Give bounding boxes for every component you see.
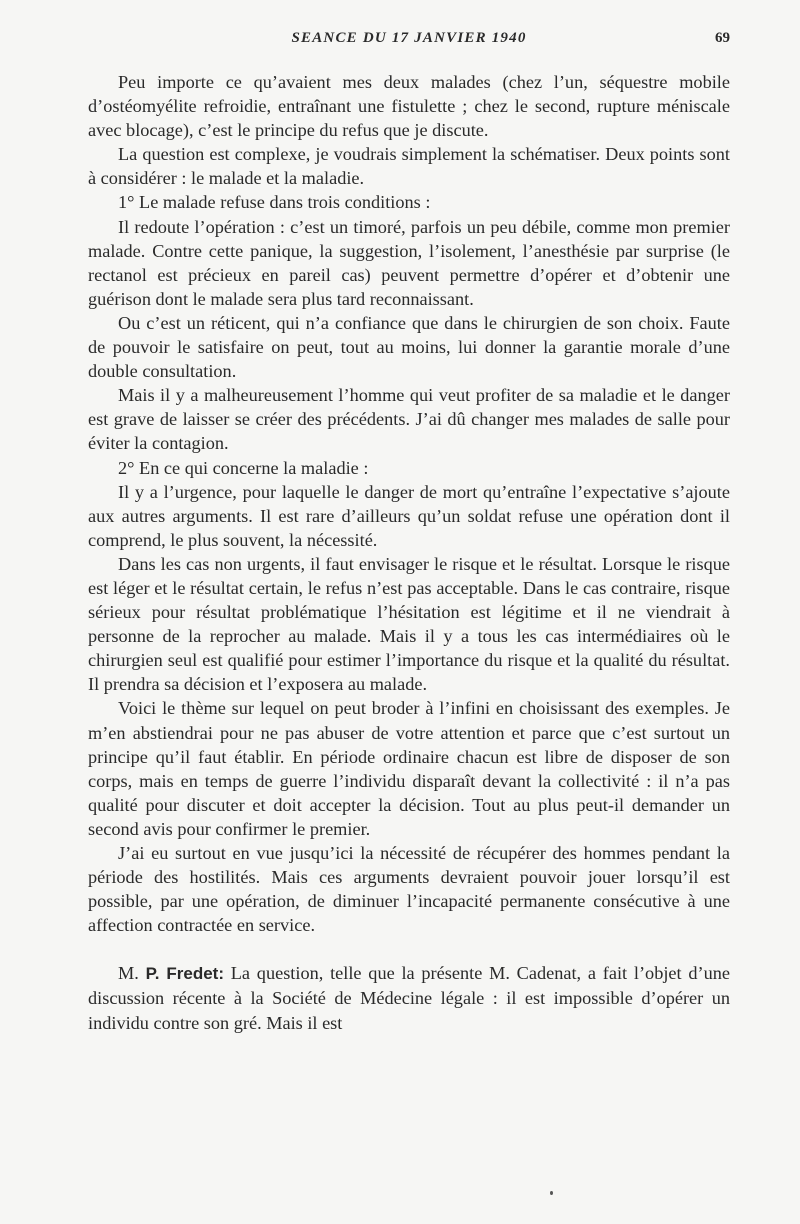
- closing-paragraph: [88, 961, 730, 1034]
- paragraph: 2° En ce qui concerne la maladie :: [118, 457, 369, 478]
- paragraph: J’ai eu surtout en vue jusqu’ici la nécessité de récupérer des hommes pendant la période des hostilités. Mais ces arguments devraient pouvoir jouer lorsqu’il est possible, par une opération, de diminuer l’incapacité permanente consécutive à une affection contractée en service.: [88, 843, 730, 936]
- running-head: [88, 30, 730, 54]
- speaker-prefix: M.: [118, 963, 146, 984]
- print-speck: [550, 1191, 553, 1195]
- page: [88, 30, 730, 1035]
- paragraph: Ou c’est un réticent, qui n’a confiance que dans le chirurgien de son choix. Faute de pouvoir le satisfaire on peut, tout au moins, lui donner la garantie morale d’une double consultation.: [88, 312, 730, 382]
- speaker-name: P. Fredet:: [145, 964, 224, 984]
- running-title: SEANCE DU 17 JANVIER 1940: [291, 30, 527, 46]
- paragraph: La question est complexe, je voudrais simplement la schématiser. Deux points sont à considérer : le malade et la maladie.: [88, 144, 730, 189]
- paragraph: Voici le thème sur lequel on peut broder à l’infini en choisissant des exemples. Je m’en abstiendrai pour ne pas abuser de votre attention et parce que c’est surtout un principe qu’il faut établir. En période ordinaire chacun est libre de disposer de son corps, mais en temps de guerre l’individu disparaît devant la collectivité : il n’a pas qualité pour discuter et doit accepter la décision. Tout au plus peut-il demander un second avis pour confirmer le premier.: [88, 698, 730, 839]
- body-text: [88, 70, 730, 1035]
- paragraph: Il redoute l’opération : c’est un timoré, parfois un peu débile, comme mon premier malade. Contre cette panique, la suggestion, l’isolement, l’anesthésie par surprise (le rectanol est précieux en pareil cas) peuvent permettre d’opérer et d’obtenir une guérison dont le malade sera plus tard reconnaissant.: [88, 216, 730, 309]
- paragraph: 1° Le malade refuse dans trois conditions :: [118, 192, 431, 213]
- paragraph: Mais il y a malheureusement l’homme qui veut profiter de sa maladie et le danger est grave de laisser se créer des précédents. J’ai dû changer mes malades de salle pour éviter la contagion.: [88, 385, 730, 454]
- paragraph: Peu importe ce qu’avaient mes deux malades (chez l’un, séquestre mobile d’ostéomyélite refroidie, entraînant une fistulette ; chez le second, rupture méniscale avec blocage), c’est le principe du refus que je discute.: [88, 72, 730, 141]
- closing-text: La question, telle que la présente M. Cadenat, a fait l’objet d’une discussion récente à la Société de Médecine légale : il est impossible d’opérer un individu contre son gré. Mais il est: [88, 963, 730, 1033]
- page-number: 69: [715, 30, 730, 46]
- paragraph: Dans les cas non urgents, il faut envisager le risque et le résultat. Lorsque le risque est léger et le résultat certain, le refus n’est pas acceptable. Dans le cas contraire, risque sérieux pour résultat problématique l’hésitation est légitime et il ne viendrait à personne de la reprocher au malade. Mais il y a tous les cas intermédiaires où le chirurgien seul est qualifié pour estimer l’importance du risque et la qualité du résultat. Il prendra sa décision et l’exposera au malade.: [88, 553, 730, 695]
- paragraph: Il y a l’urgence, pour laquelle le danger de mort qu’entraîne l’expectative s’ajoute aux autres arguments. Il est rare d’ailleurs qu’un soldat refuse une opération dont il comprend, le plus souvent, la nécessité.: [88, 481, 730, 550]
